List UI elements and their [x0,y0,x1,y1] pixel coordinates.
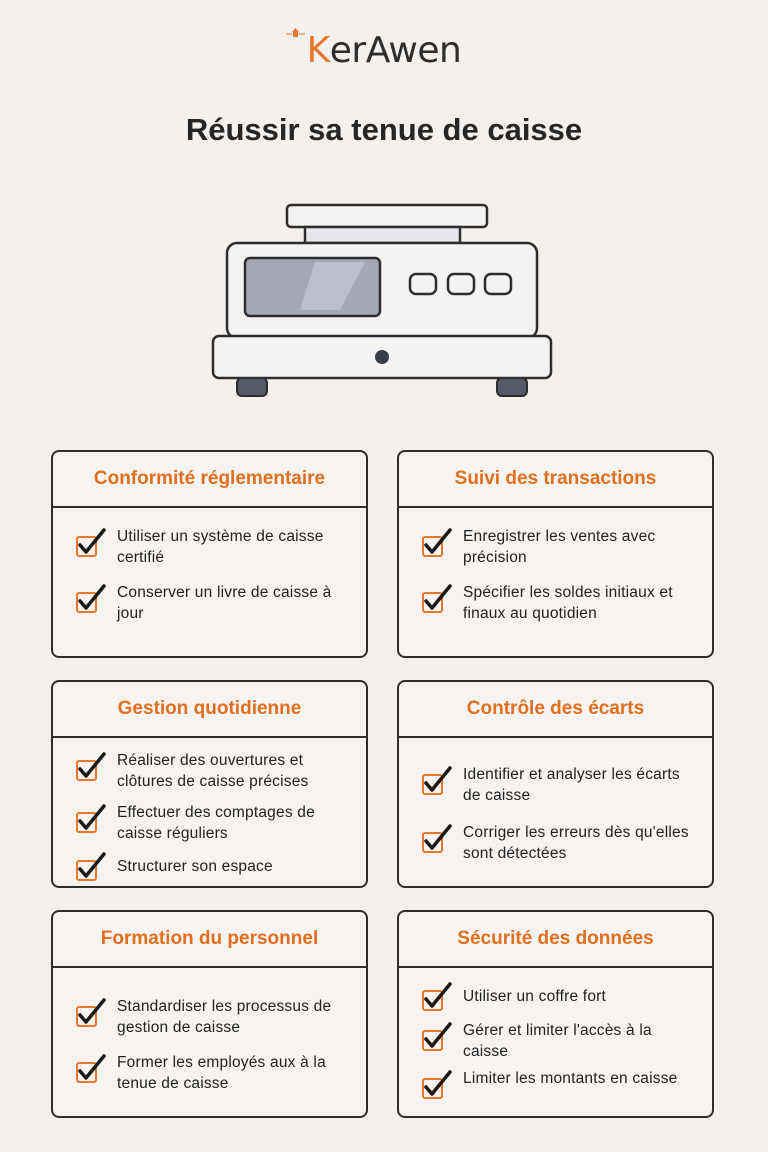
card-title: Gestion quotidienne [53,682,366,738]
page-title: Réussir sa tenue de caisse [185,112,583,147]
card-title: Formation du personnel [53,912,366,968]
checkbox-check-icon [421,584,453,614]
card-formation-personnel [51,910,368,1118]
checkbox-check-icon [75,528,107,558]
item-text: Réaliser des ouvertures et clôtures de caisse précises [117,752,309,790]
card-body [53,508,366,624]
item-text: Utiliser un coffre fort [463,988,607,1005]
brand-logo [0,30,768,71]
item-text: Effectuer des comptages de caisse réguliers [117,804,315,842]
card-body [53,738,366,882]
list-item [75,750,354,792]
item-text: Utiliser un système de caisse certifié [117,528,324,566]
list-item [421,822,700,864]
item-text: Conserver un livre de caisse à jour [117,584,332,622]
item-text: Spécifier les soldes initiaux et finaux au quotidien [463,584,673,622]
checkbox-check-icon [421,824,453,854]
brand-wordmark [307,30,462,71]
item-text: Limiter les montants en caisse [463,1070,678,1087]
card-title: Conformité réglementaire [53,452,366,508]
checkbox-check-icon [75,752,107,782]
checkbox-check-icon [75,804,107,834]
list-item [421,980,700,1012]
cash-register-illustration [205,200,565,405]
item-text: Corriger les erreurs dès qu'elles sont détectées [463,824,689,862]
card-title: Sécurité des données [399,912,712,968]
card-body [399,738,712,864]
logo-rest-text: erAwen [329,30,462,71]
list-item [421,582,700,624]
card-title: Contrôle des écarts [399,682,712,738]
logo-first-letter: K [306,30,330,71]
item-text: Standardiser les processus de gestion de caisse [117,998,332,1036]
list-item [421,1020,700,1062]
checkbox-check-icon [421,1070,453,1100]
card-conformite [51,450,368,658]
checkbox-check-icon [75,584,107,614]
checkbox-check-icon [421,1022,453,1052]
list-item [75,526,354,568]
item-text: Enregistrer les ventes avec précision [463,528,656,566]
item-text: Gérer et limiter l'accès à la caisse [463,1022,652,1060]
card-suivi-transactions [397,450,714,658]
checkbox-check-icon [75,1054,107,1084]
item-text: Identifier et analyser les écarts de caisse [463,766,680,804]
list-item [421,764,700,806]
item-text: Structurer son espace [117,858,273,875]
logo-k [307,30,330,71]
list-item [421,1068,700,1100]
card-title: Suivi des transactions [399,452,712,508]
checkbox-check-icon [421,766,453,796]
card-securite-donnees [397,910,714,1118]
lighthouse-logo-icon [284,28,306,52]
checkbox-check-icon [421,982,453,1012]
checkbox-check-icon [75,998,107,1028]
card-body [399,968,712,1100]
card-gestion-quotidienne [51,680,368,888]
list-item [75,802,354,844]
list-item [421,526,700,568]
list-item [75,1052,354,1094]
card-controle-ecarts [397,680,714,888]
item-text: Former les employés aux à la tenue de caisse [117,1054,326,1092]
checkbox-check-icon [421,528,453,558]
card-body [399,508,712,624]
card-body [53,968,366,1094]
list-item [75,996,354,1038]
list-item [75,850,354,882]
list-item [75,582,354,624]
checkbox-check-icon [75,852,107,882]
